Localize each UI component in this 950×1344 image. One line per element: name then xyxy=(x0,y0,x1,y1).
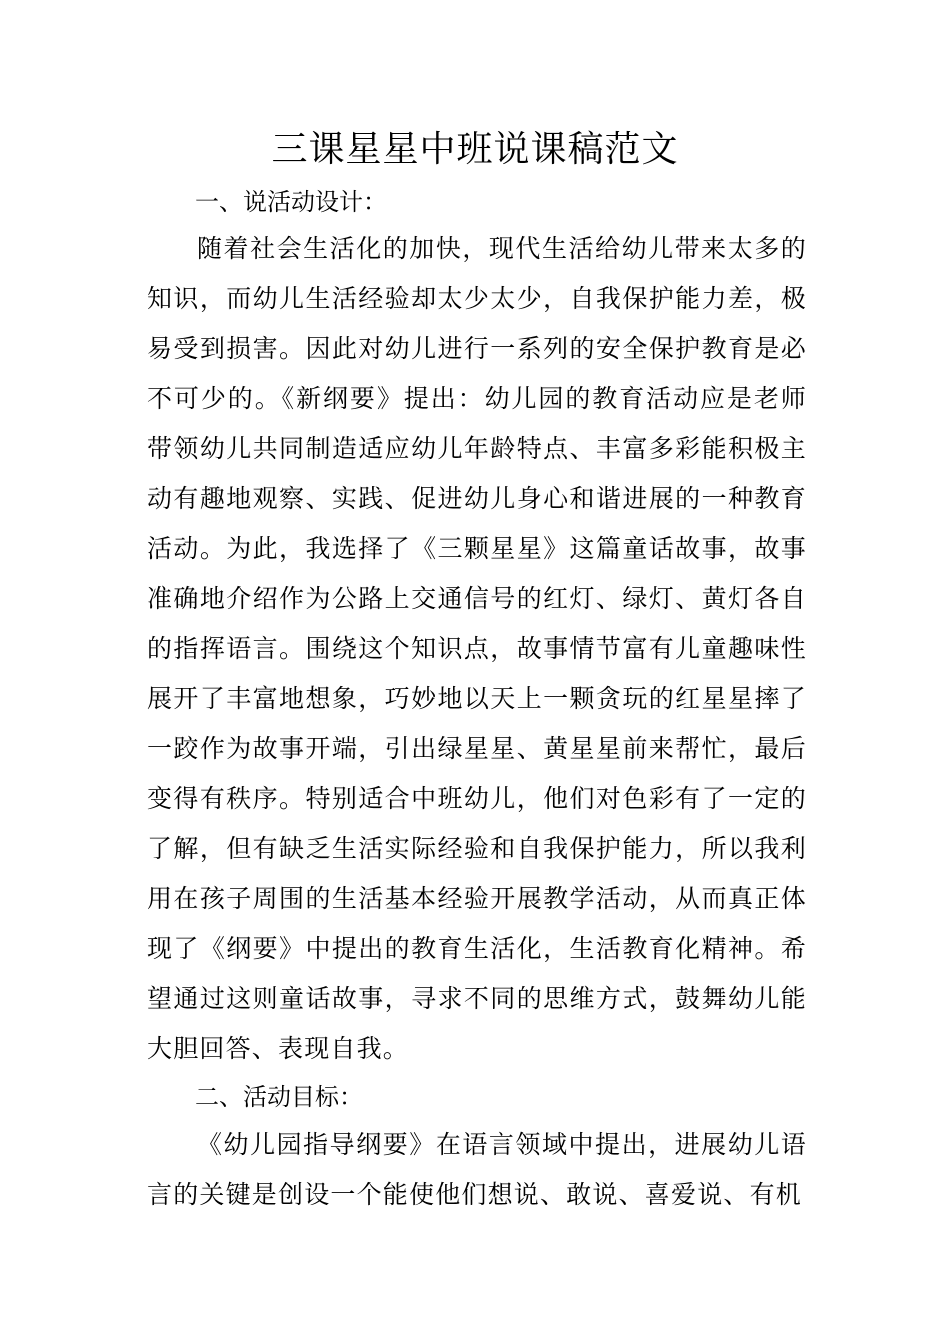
section-heading-activity-design: 一、说活动设计： xyxy=(195,188,387,216)
section-heading-activity-goals: 二、活动目标： xyxy=(195,1083,363,1111)
section-paragraph-activity-goals: 《幼儿园指导纲要》在语言领域中提出，进展幼儿语言的关键是创设一个能使他们想说、敢说、喜爱说、有机 xyxy=(147,1130,807,1209)
document-title: 三课星星中班说课稿范文 xyxy=(271,129,679,170)
section-paragraph-activity-design: 随着社会生活化的加快，现代生活给幼儿带来太多的知识，而幼儿生活经验却太少太少，自我保护能力差，极易受到损害。因此对幼儿进行一系列的安全保护教育是必不可少的。《新纲要》提出：幼儿园的教育活动应是老师带领幼儿共同制造适应幼儿年龄特点、丰富多彩能积极主动有趣地观察、实践、促进幼儿身心和谐进展的一种教育活动。为此，我选择了《三颗星星》这篇童话故事，故事准确地介绍作为公路上交通信号的红灯、绿灯、黄灯各自的指挥语言。围绕这个知识点，故事情节富有儿童趣味性展开了丰富地想象，巧妙地以天上一颗贪玩的红星星摔了一跤作为故事开端，引出绿星星、黄星星前来帮忙，最后变得有秩序。特别适合中班幼儿，他们对色彩有了一定的了解，但有缺乏生活实际经验和自我保护能力，所以我利用在孩子周围的生活基本经验开展教学活动，从而真正体现了《纲要》中提出的教育生活化，生活教育化精神。希望通过这则童话故事，寻求不同的思维方式，鼓舞幼儿能大胆回答、表现自我。 xyxy=(147,234,807,1063)
